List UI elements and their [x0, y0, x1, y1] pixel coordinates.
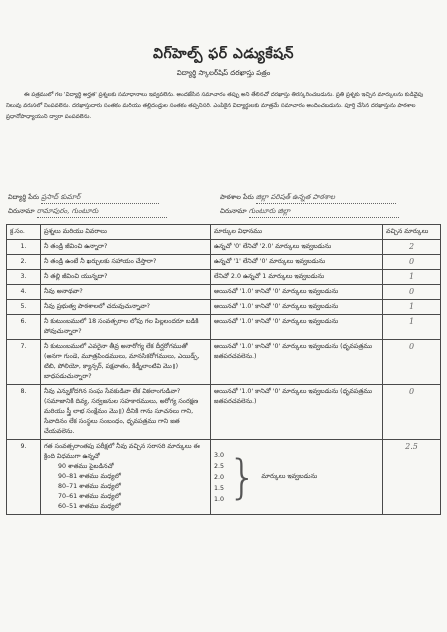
- row-question: నీ తండ్రి జీవించి ఉన్నారా?: [41, 240, 211, 255]
- row-rule: మార్కులు ఇవ్వబడును: [261, 473, 318, 480]
- table-row: [7, 300, 441, 315]
- place-label: చిరునామా: [220, 207, 247, 215]
- row-mark: 2: [383, 240, 441, 255]
- row-mark: 0: [383, 285, 441, 300]
- grade-score: 2.0: [214, 473, 225, 481]
- intro-paragraph: ఈ పత్రములో గల 'విద్యార్థి అర్హత' ప్రశ్నలకు సమాధానాలు ఇవ్వవలెను. అందజేసిన సమాచారం తప్పు అని తేలినచో దరఖాస్తు తిరస్కరించబడును. ప్రతి ప్రశ్నకు ఇచ్చిన మార్కులను కుడివైపు నిలువు వరుసలో నింపవలెను. దరఖాస్తుదారు సంతకం మరియు తల్లిదండ్రుల సంతకం తప్పనిసరి. ఎంపికైన విద్యార్థులకు మాత్రమే సమాచారం అందించబడును. పూర్తి చేసిన దరఖాస్తును పాఠశాల ప్రధానోపాధ్యాయుని ద్వారా పంపవలెను.: [6, 92, 424, 120]
- row-mark: 1: [383, 270, 441, 285]
- row-number: 8.: [7, 385, 41, 440]
- row-rule-grades: [211, 440, 383, 515]
- row-number: 9.: [7, 440, 41, 515]
- row-question: నీవు అనాథవా?: [41, 285, 211, 300]
- header-serial: క్ర.సం.: [7, 225, 41, 240]
- grade-score: 1.5: [214, 484, 225, 492]
- grade-band: 70–61 శాతము మధ్యలో: [58, 493, 121, 500]
- row-question: నీ తల్లి జీవించి యున్నదా?: [41, 270, 211, 285]
- grade-band: 60–51 శాతము మధ్యలో: [58, 503, 121, 510]
- row-rule: అయినచో '1.0' కానిచో '0' మార్కులు ఇవ్వబడును: [211, 285, 383, 300]
- grade-score: 1.0: [214, 495, 225, 503]
- grade-band: 90–81 శాతము మధ్యలో: [58, 473, 121, 480]
- table-row: [7, 385, 441, 440]
- row-number: 4.: [7, 285, 41, 300]
- row-question-grades: [41, 440, 211, 515]
- student-name-field: [8, 193, 159, 204]
- row-number: 6.: [7, 315, 41, 340]
- row-rule: అయినచో '1.0' కానిచో '0' మార్కులు ఇవ్వబడును: [211, 315, 383, 340]
- row-rule: ఉన్నచో '0' లేనిచో '2.0' మార్కులు ఇవ్వబడును: [211, 240, 383, 255]
- document-subtitle: విద్యార్థి స్కాలర్‌షిప్ దరఖాస్తు పత్రం: [176, 69, 271, 77]
- row-question: నీవు ఎన్నుకోదగిన సంఘ సేవకుడివా లేక వికలాంగుడివా? (సమాజానికి దివ్య, సర్వజనుల సహకారములు, అరోగ్య సంరక్షణ మరియు స్త్రీ లాభ సంక్షేమం మొ॥) దీనికి గాను సూచనలు గాని, సేవాదినం లేక సంస్థలు సంబంధం, ధృవపత్రము గాని జత చేయవలెను.: [41, 385, 211, 440]
- eligibility-table: [6, 224, 441, 515]
- row-question: నీ కుటుంబములో 18 సంవత్సరాల లోపు గల పిల్లలందరూ బడికి పోవుచున్నారా?: [41, 315, 211, 340]
- grade-band: 90 శాతము పైబడినచో: [58, 463, 114, 470]
- row-mark: 1: [383, 315, 441, 340]
- table-row: [7, 240, 441, 255]
- row-question: నీ కుటుంబములో ఎవరైనా తీవ్ర అనారోగ్య లేక దీర్ఘరోగముతో (అనగా గుండె, మూత్రపిండములు, మానసికరోగములు, ఎయిడ్స్, టిబి, పోలియో, క్యాన్సర్, పక్షవాతం, కిడ్నీలాంటివి మొ॥) బాధపడుచున్నారా?: [41, 340, 211, 385]
- row-mark: 2.5: [383, 440, 441, 515]
- address-label: చిరునామా: [8, 207, 35, 215]
- grade-score: 3.0: [214, 451, 225, 459]
- place-value: గుంటూరు జిల్లా: [249, 207, 399, 218]
- row-number: 3.: [7, 270, 41, 285]
- table-row: [7, 255, 441, 270]
- row-question: నీ తండ్రి ఉంటే నీ ఖర్చులకు సహాయం చేస్తారా?: [41, 255, 211, 270]
- school-name-field: [220, 193, 396, 204]
- row-question: గత సంవత్సరాంతపు పరీక్షలో నీవు వచ్చిన సరాసరి మార్కులు ఈ క్రింది విధముగా ఉన్నచో: [44, 443, 200, 460]
- school-name-value: జిల్లా పరిషత్ ఉన్నత పాఠశాల: [256, 193, 396, 204]
- row-rule: అయినచో '1.0' కానిచో '0' మార్కులు ఇవ్వబడును (ధృవపత్రము జతపరచవలెను.): [211, 340, 383, 385]
- grade-score: 2.5: [214, 462, 225, 470]
- grade-band: 80–71 శాతము మధ్యలో: [58, 483, 121, 490]
- row-number: 7.: [7, 340, 41, 385]
- row-rule: అయినచో '1.0' కానిచో '0' మార్కులు ఇవ్వబడును: [211, 300, 383, 315]
- row-number: 5.: [7, 300, 41, 315]
- document-title: విగ్‌హెల్ప్ ఫర్ ఎడ్యుకేషన్: [153, 46, 294, 62]
- address-value: రామాపురం, గుంటూరు: [37, 207, 167, 218]
- place-field: [220, 207, 399, 218]
- row-number: 1.: [7, 240, 41, 255]
- student-name-value: ప్రసాద్ కుమార్: [41, 193, 159, 204]
- student-name-label: విద్యార్థి పేరు: [8, 193, 40, 201]
- row-mark: 0: [383, 340, 441, 385]
- address-field: [8, 207, 167, 218]
- table-header-row: [7, 225, 441, 240]
- row-mark: 1: [383, 300, 441, 315]
- school-name-label: పాఠశాల పేరు: [220, 193, 254, 201]
- right-brace-icon: }: [228, 450, 258, 504]
- row-mark: 0: [383, 255, 441, 270]
- row-rule: లేనిచో 2.0 ఉన్నచో 1 మార్కులు ఇవ్వబడును: [211, 270, 383, 285]
- row-rule: అయినచో '1.0' కానిచో '0' మార్కులు ఇవ్వబడును (ధృవపత్రము జతపరచవలెను.): [211, 385, 383, 440]
- header-rule: మార్కుల విధానము: [211, 225, 383, 240]
- header-marks: వచ్చిన మార్కులు: [383, 225, 441, 240]
- table-row: [7, 285, 441, 300]
- row-mark: 0: [383, 385, 441, 440]
- row-question: నీవు ప్రభుత్వ పాఠశాలలో చదువుచున్నావా?: [41, 300, 211, 315]
- row-rule: ఉన్నచో '1' లేనిచో '0' మార్కులు ఇవ్వబడును: [211, 255, 383, 270]
- grade-scores: [214, 450, 224, 505]
- table-row: [7, 440, 441, 515]
- row-number: 2.: [7, 255, 41, 270]
- table-row: [7, 315, 441, 340]
- table-row: [7, 340, 441, 385]
- table-row: [7, 270, 441, 285]
- header-question: ప్రశ్నలు మరియు వివరాలు: [41, 225, 211, 240]
